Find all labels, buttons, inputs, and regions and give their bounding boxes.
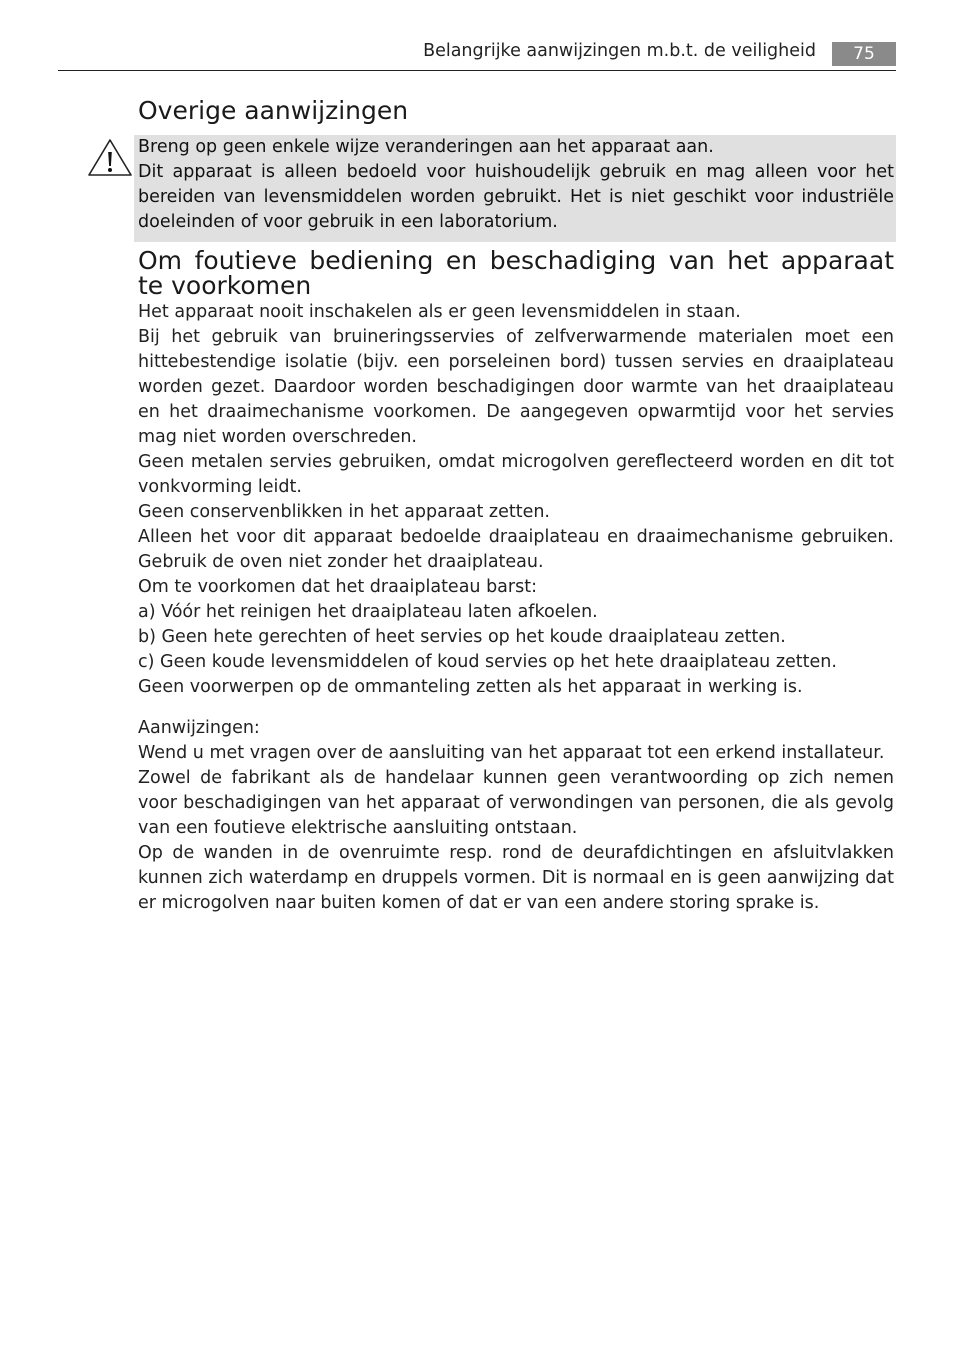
paragraph: Bij het gebruik van bruineringsservies of zelfverwarmende materialen moet een hittebestendige isolatie (bijv. een porseleinen bord) tussen servies en draaiplateau worden gezet. Daardoor worden beschadigingen door warmte van het draaiplateau en het draaimechanisme voorkomen. De aangegeven opwarmtijd voor het servies mag niet worden overschreden. — [138, 327, 894, 447]
paragraph: Het apparaat nooit inschakelen als er geen levensmiddelen in staan. — [138, 302, 741, 322]
paragraph: Geen conservenblikken in het apparaat zetten. — [138, 502, 550, 522]
warning-text — [138, 135, 894, 235]
paragraph: Geen metalen servies gebruiken, omdat microgolven gereflecteerd worden en dit tot vonkvorming leidt. — [138, 452, 894, 497]
section-heading-prevent-damage: Om foutieve bediening en beschadiging van het apparaat te voorkomen — [138, 246, 894, 300]
paragraph: Zowel de fabrikant als de handelaar kunnen geen verantwoording op zich nemen voor beschadigingen van het apparaat of verwondingen van personen, die als gevolg van een foutieve elektrische aansluiting ontstaan. — [138, 768, 894, 838]
header-title: Belangrijke aanwijzingen m.b.t. de veiligheid — [423, 41, 816, 61]
page-number: 75 — [832, 42, 896, 66]
list-item: c) Geen koude levensmiddelen of koud servies op het hete draaiplateau zetten. — [138, 652, 837, 672]
section-heading-other-notes: Overige aanwijzingen — [138, 96, 409, 125]
prevent-damage-body — [138, 300, 894, 700]
paragraph: Alleen het voor dit apparaat bedoelde draaiplateau en draaimechanisme gebruiken. Gebruik de oven niet zonder het draaiplateau. — [138, 527, 894, 572]
paragraph: Om te voorkomen dat het draaiplateau barst: — [138, 577, 537, 597]
warning-line: Dit apparaat is alleen bedoeld voor huishoudelijk gebruik en mag alleen voor het bereiden van levensmiddelen worden gebruikt. Het is niet geschikt voor industriële doeleinden of voor gebruik in een laboratorium. — [138, 162, 894, 232]
warning-line: Breng op geen enkele wijze veranderingen aan het apparaat aan. — [138, 137, 714, 157]
notes-label: Aanwijzingen: — [138, 718, 260, 738]
paragraph: Op de wanden in de ovenruimte resp. rond de deurafdichtingen en afsluitvlakken kunnen zich waterdamp en druppels vormen. Dit is normaal en is geen aanwijzing dat er microgolven naar buiten komen of dat er van een andere storing sprake is. — [138, 843, 894, 913]
list-item: a) Vóór het reinigen het draaiplateau laten afkoelen. — [138, 602, 598, 622]
list-item: b) Geen hete gerechten of heet servies op het koude draaiplateau zetten. — [138, 627, 786, 647]
warning-triangle-icon — [87, 138, 133, 178]
page-header — [58, 38, 896, 71]
paragraph: Geen voorwerpen op de ommanteling zetten als het apparaat in werking is. — [138, 677, 803, 697]
notes-body — [138, 716, 894, 916]
warning-box — [134, 135, 896, 242]
paragraph: Wend u met vragen over de aansluiting van het apparaat tot een erkend installateur. — [138, 743, 885, 763]
